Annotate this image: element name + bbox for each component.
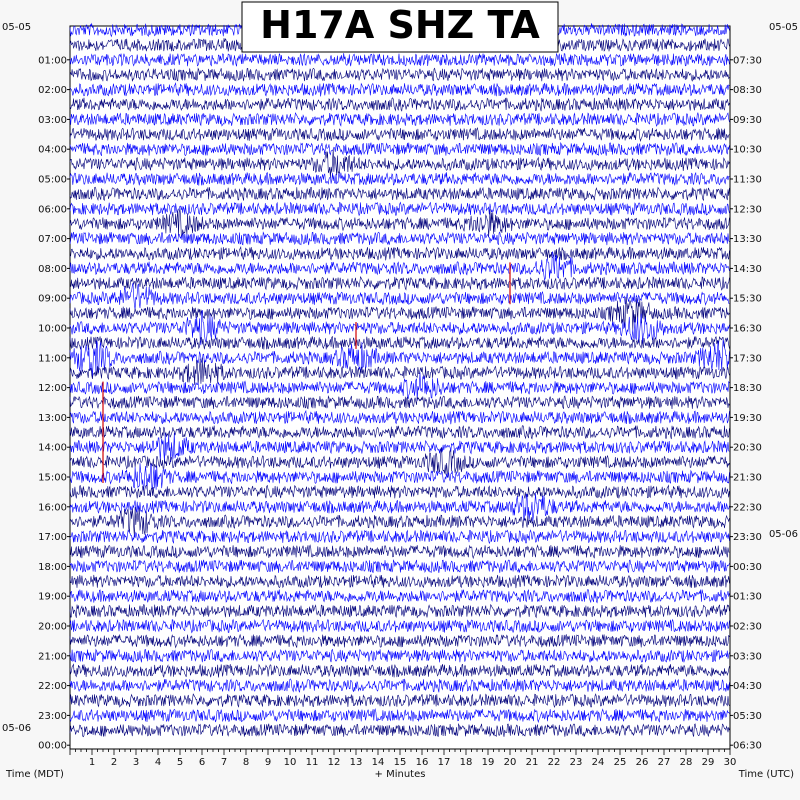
left-hour-label: 07:00: [38, 234, 67, 246]
left-hour-label: 23:00: [38, 710, 67, 722]
right-date-top: 05-05: [768, 22, 798, 33]
x-axis-ticks: [70, 749, 736, 768]
left-hour-label: 01:00: [38, 55, 67, 67]
chart-title: H17A SHZ TA: [260, 3, 540, 47]
left-hour-label: 18:00: [38, 561, 67, 573]
x-tick-label: 12: [327, 757, 341, 768]
x-tick-label: 3: [132, 757, 140, 768]
right-hour-label: 10:30: [733, 144, 762, 156]
x-tick-label: 26: [635, 757, 649, 768]
x-tick-label: 2: [110, 757, 118, 768]
x-tick-label: 22: [547, 757, 561, 768]
right-hour-label: 12:30: [733, 204, 762, 216]
right-hour-label: 03:30: [733, 651, 762, 663]
left-hour-label: 20:00: [38, 621, 67, 633]
left-hour-label: 00:00: [38, 740, 67, 752]
left-hour-label: 19:00: [38, 591, 67, 603]
x-tick-label: 23: [569, 757, 583, 768]
x-tick-label: 14: [371, 757, 385, 768]
x-tick-label: 19: [481, 757, 495, 768]
left-hour-label: 13:00: [38, 412, 67, 424]
x-tick-label: 28: [679, 757, 693, 768]
left-hour-label: 17:00: [38, 532, 67, 544]
x-tick-label: 24: [591, 757, 605, 768]
x-tick-label: 27: [657, 757, 671, 768]
right-hour-label: 07:30: [733, 55, 762, 67]
x-tick-label: 6: [198, 757, 206, 768]
left-hour-label: 22:00: [38, 681, 67, 693]
left-hour-label: 16:00: [38, 502, 67, 514]
right-hour-label: 00:30: [733, 561, 762, 573]
left-time-labels: [38, 55, 70, 751]
right-hour-label: 05:30: [733, 710, 762, 722]
x-tick-label: 1: [88, 757, 96, 768]
x-tick-label: 8: [242, 757, 250, 768]
right-hour-label: 23:30: [733, 532, 762, 544]
left-hour-label: 09:00: [38, 293, 67, 305]
left-date-bottom: 05-06: [2, 723, 32, 734]
x-tick-label: 18: [459, 757, 473, 768]
x-tick-label: 7: [220, 757, 228, 768]
right-axis-label: Time (UTC): [738, 769, 794, 780]
right-hour-label: 11:30: [733, 174, 762, 186]
right-hour-label: 13:30: [733, 234, 762, 246]
x-tick-label: 10: [283, 757, 297, 768]
right-hour-label: 19:30: [733, 412, 762, 424]
x-tick-label: 30: [723, 757, 737, 768]
x-tick-label: 4: [154, 757, 162, 768]
right-hour-label: 08:30: [733, 85, 762, 97]
x-tick-label: 11: [305, 757, 319, 768]
left-hour-label: 06:00: [38, 204, 67, 216]
left-hour-label: 05:00: [38, 174, 67, 186]
x-tick-label: 5: [176, 757, 184, 768]
right-hour-label: 06:30: [733, 740, 762, 752]
x-tick-label: 21: [525, 757, 539, 768]
right-date-mid: 05-06: [768, 529, 798, 540]
left-hour-label: 11:00: [38, 353, 67, 365]
right-hour-label: 22:30: [733, 502, 762, 514]
right-hour-label: 15:30: [733, 293, 762, 305]
x-tick-label: 20: [503, 757, 517, 768]
left-hour-label: 10:00: [38, 323, 67, 335]
left-hour-label: 03:00: [38, 114, 67, 126]
right-hour-label: 04:30: [733, 681, 762, 693]
left-hour-label: 14:00: [38, 442, 67, 454]
x-tick-label: 29: [701, 757, 715, 768]
right-hour-label: 20:30: [733, 442, 762, 454]
right-hour-label: 02:30: [733, 621, 762, 633]
right-time-labels: [730, 55, 762, 751]
left-date-top: 05-05: [2, 22, 32, 33]
left-hour-label: 12:00: [38, 383, 67, 395]
right-hour-label: 21:30: [733, 472, 762, 484]
left-hour-label: 21:00: [38, 651, 67, 663]
x-tick-label: 9: [264, 757, 272, 768]
x-tick-label: 15: [393, 757, 407, 768]
x-tick-label: 16: [415, 757, 429, 768]
right-hour-label: 18:30: [733, 383, 762, 395]
x-tick-label: 25: [613, 757, 627, 768]
x-tick-label: 13: [349, 757, 363, 768]
left-hour-label: 04:00: [38, 144, 67, 156]
left-hour-label: 02:00: [38, 85, 67, 97]
left-hour-label: 08:00: [38, 263, 67, 275]
x-tick-label: 17: [437, 757, 451, 768]
left-axis-label: Time (MDT): [6, 769, 64, 780]
right-hour-label: 16:30: [733, 323, 762, 335]
x-axis-label: + Minutes: [374, 769, 426, 780]
right-hour-label: 17:30: [733, 353, 762, 365]
right-hour-label: 14:30: [733, 263, 762, 275]
right-hour-label: 09:30: [733, 114, 762, 126]
right-hour-label: 01:30: [733, 591, 762, 603]
left-hour-label: 15:00: [38, 472, 67, 484]
